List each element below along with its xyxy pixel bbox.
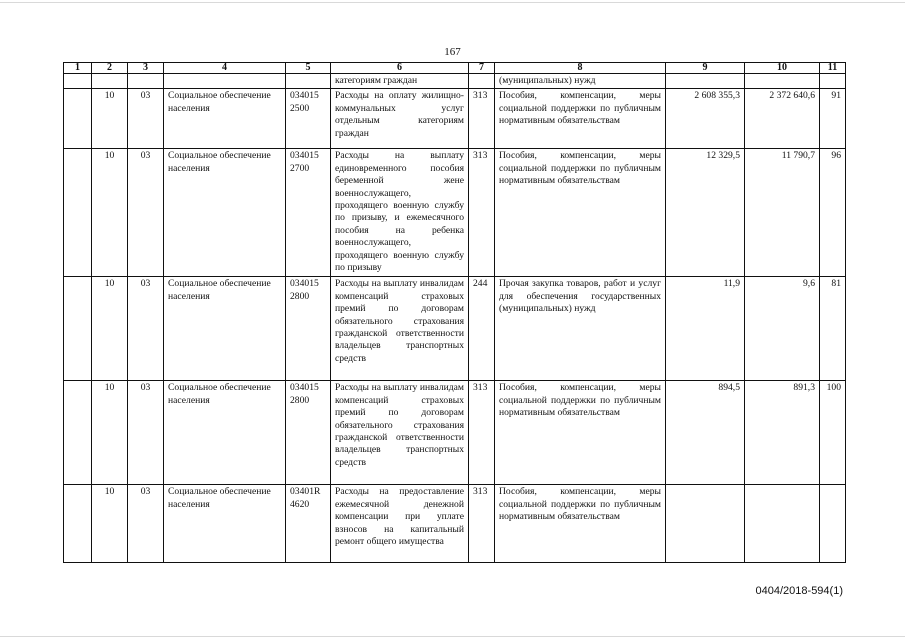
table-row <box>64 485 846 563</box>
table-row <box>64 74 846 89</box>
cell-expense-type-code: 313 <box>469 149 495 277</box>
cell-target-code: 034015 2800 <box>286 381 331 485</box>
cell-subsection: 03 <box>128 381 164 485</box>
cell-expense-type-code: 313 <box>469 485 495 563</box>
cell-col1 <box>64 74 92 89</box>
table-row <box>64 277 846 381</box>
cell-target-code: 034015 2700 <box>286 149 331 277</box>
cell-planned-amount: 2 608 355,3 <box>666 89 745 149</box>
cell-actual-amount: 891,3 <box>745 381 820 485</box>
cell-col1 <box>64 89 92 149</box>
cell-subsection <box>128 74 164 89</box>
column-header: 9 <box>666 63 745 74</box>
cell-subsection-name: Социальное обеспечение населения <box>164 381 286 485</box>
cell-subsection: 03 <box>128 89 164 149</box>
column-header: 6 <box>331 63 469 74</box>
cell-subsection-name: Социальное обеспечение населения <box>164 277 286 381</box>
cell-expense-type-name: Пособия, компенсации, меры социальной поддержки по публичным нормативным обязательствам <box>495 89 666 149</box>
cell-actual-amount <box>745 74 820 89</box>
cell-target-code: 034015 2800 <box>286 277 331 381</box>
cell-subsection-name: Социальное обеспечение населения <box>164 89 286 149</box>
column-header-row <box>64 63 846 74</box>
column-header: 7 <box>469 63 495 74</box>
cell-percent: 100 <box>820 381 846 485</box>
table-row <box>64 89 846 149</box>
column-header: 1 <box>64 63 92 74</box>
cell-planned-amount: 894,5 <box>666 381 745 485</box>
cell-percent: 96 <box>820 149 846 277</box>
scan-edge-bottom <box>0 636 905 637</box>
cell-section: 10 <box>92 149 128 277</box>
cell-expense-type-name: Пособия, компенсации, меры социальной поддержки по публичным нормативным обязательствам <box>495 485 666 563</box>
cell-expense-description: Расходы на предоставление ежемесячной денежной компенсации при уплате взносов на капитальный ремонт общего имущества <box>331 485 469 563</box>
cell-planned-amount <box>666 74 745 89</box>
cell-percent <box>820 74 846 89</box>
cell-planned-amount: 11,9 <box>666 277 745 381</box>
cell-col1 <box>64 381 92 485</box>
cell-actual-amount <box>745 485 820 563</box>
cell-percent: 81 <box>820 277 846 381</box>
cell-subsection: 03 <box>128 149 164 277</box>
document-code: 0404/2018-594(1) <box>755 585 843 597</box>
column-header: 2 <box>92 63 128 74</box>
page-number: 167 <box>444 46 461 58</box>
cell-target-code <box>286 74 331 89</box>
budget-table <box>63 62 846 563</box>
cell-expense-description: Расходы на выплату инвалидам компенсаций страховых премий по договорам обязательного страхования гражданской ответственности владельцев транспортных средств <box>331 381 469 485</box>
cell-expense-description: Расходы на выплату инвалидам компенсаций страховых премий по договорам обязательного страхования гражданской ответственности владельцев транспортных средств <box>331 277 469 381</box>
cell-section: 10 <box>92 277 128 381</box>
cell-expense-description: категориям граждан <box>331 74 469 89</box>
column-header: 3 <box>128 63 164 74</box>
cell-planned-amount: 12 329,5 <box>666 149 745 277</box>
cell-section: 10 <box>92 485 128 563</box>
table-row <box>64 381 846 485</box>
cell-expense-type-code: 313 <box>469 89 495 149</box>
cell-target-code: 03401R 4620 <box>286 485 331 563</box>
cell-subsection: 03 <box>128 485 164 563</box>
cell-expense-description: Расходы на выплату единовременного пособия беременной жене военнослужащего, проходящего военную службу по призыву, и ежемесячного пособия на ребенка военнослужащего, проходящего военную службу по призыву <box>331 149 469 277</box>
table-row <box>64 149 846 277</box>
cell-col1 <box>64 485 92 563</box>
column-header: 8 <box>495 63 666 74</box>
cell-expense-type-name: Пособия, компенсации, меры социальной поддержки по публичным нормативным обязательствам <box>495 381 666 485</box>
cell-expense-type-code: 244 <box>469 277 495 381</box>
cell-subsection: 03 <box>128 277 164 381</box>
cell-expense-type-name: Прочая закупка товаров, работ и услуг для обеспечения государственных (муниципальных) нужд <box>495 277 666 381</box>
cell-expense-type-code <box>469 74 495 89</box>
cell-actual-amount: 9,6 <box>745 277 820 381</box>
column-header: 11 <box>820 63 846 74</box>
cell-percent <box>820 485 846 563</box>
cell-subsection-name <box>164 74 286 89</box>
cell-expense-description: Расходы на оплату жилищно-коммунальных услуг отдельным категориям граждан <box>331 89 469 149</box>
cell-expense-type-code: 313 <box>469 381 495 485</box>
cell-col1 <box>64 277 92 381</box>
cell-section: 10 <box>92 89 128 149</box>
cell-actual-amount: 11 790,7 <box>745 149 820 277</box>
scan-edge-top <box>0 2 905 3</box>
cell-col1 <box>64 149 92 277</box>
cell-percent: 91 <box>820 89 846 149</box>
cell-subsection-name: Социальное обеспечение населения <box>164 149 286 277</box>
cell-section <box>92 74 128 89</box>
column-header: 4 <box>164 63 286 74</box>
cell-expense-type-name: Пособия, компенсации, меры социальной поддержки по публичным нормативным обязательствам <box>495 149 666 277</box>
cell-target-code: 034015 2500 <box>286 89 331 149</box>
cell-subsection-name: Социальное обеспечение населения <box>164 485 286 563</box>
column-header: 10 <box>745 63 820 74</box>
cell-expense-type-name: (муниципальных) нужд <box>495 74 666 89</box>
cell-planned-amount <box>666 485 745 563</box>
cell-actual-amount: 2 372 640,6 <box>745 89 820 149</box>
column-header: 5 <box>286 63 331 74</box>
cell-section: 10 <box>92 381 128 485</box>
